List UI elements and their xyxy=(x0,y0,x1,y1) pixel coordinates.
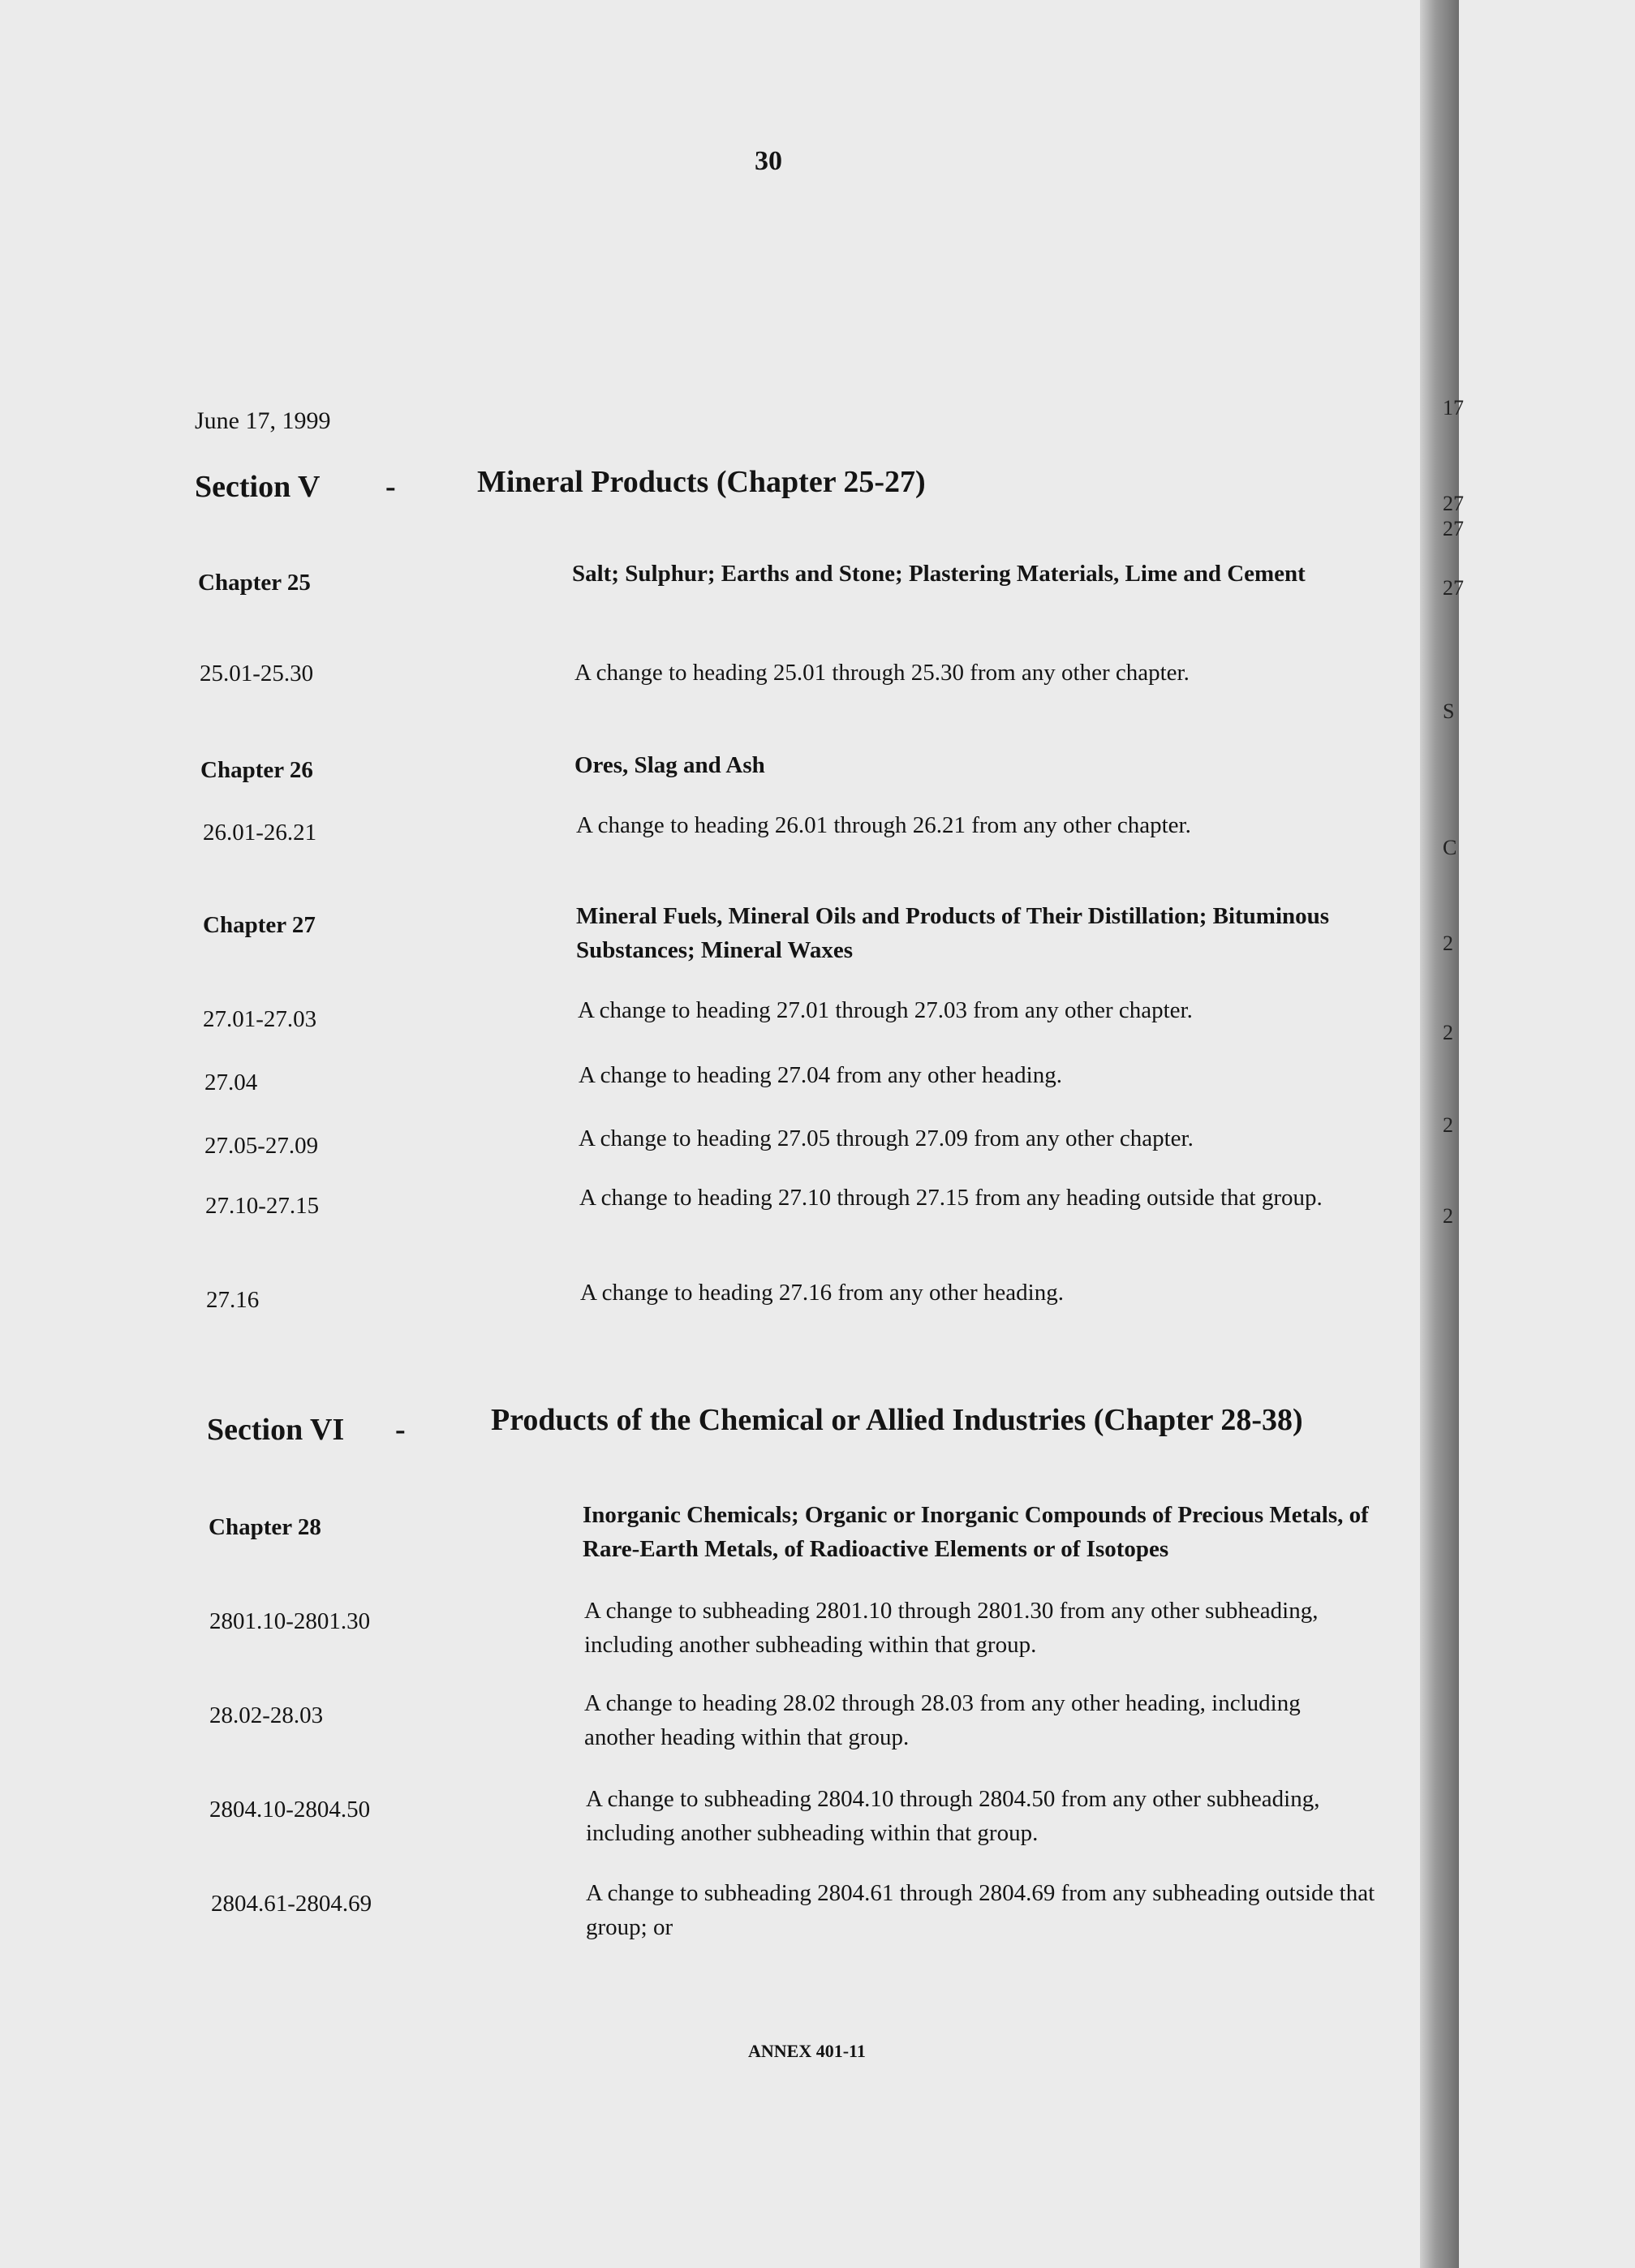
document-date: June 17, 1999 xyxy=(195,407,331,434)
edge-fragment: 27 xyxy=(1443,517,1464,540)
chapter-title: Ores, Slag and Ash xyxy=(574,752,765,778)
rule-of-origin: A change to heading 25.01 through 25.30 from any other chapter. xyxy=(574,660,1190,686)
edge-fragment: 2 xyxy=(1443,932,1453,955)
rule-of-origin: A change to heading 27.05 through 27.09 from any other chapter. xyxy=(579,1125,1194,1151)
edge-fragment: S xyxy=(1443,699,1455,723)
rule-of-origin: A change to heading 26.01 through 26.21 from any other chapter. xyxy=(576,812,1191,838)
rule-of-origin: A change to heading 28.02 through 28.03 from any other heading, including another heading within that group. xyxy=(584,1690,1301,1750)
rule-of-origin: A change to heading 27.10 through 27.15 from any heading outside that group. xyxy=(579,1185,1323,1211)
page-number: 30 xyxy=(755,146,782,176)
subheading-range: 2801.10-2801.30 xyxy=(209,1608,371,1634)
chapter-code: Chapter 25 xyxy=(198,570,311,596)
rule-of-origin: A change to subheading 2801.10 through 2801.30 from any other subheading, including another subheading within that group. xyxy=(584,1598,1319,1658)
rule-of-origin: A change to heading 27.16 from any other heading. xyxy=(580,1280,1064,1306)
edge-fragment: 2 xyxy=(1443,1021,1453,1044)
heading-range: 27.04 xyxy=(204,1069,258,1095)
section-vi-dash: - xyxy=(395,1413,406,1447)
heading-range: 26.01-26.21 xyxy=(203,820,317,846)
chapter-code: Chapter 26 xyxy=(200,757,313,783)
subheading-range: 2804.10-2804.50 xyxy=(209,1797,371,1823)
edge-fragment: 17 xyxy=(1443,396,1464,420)
section-vi-title: Products of the Chemical or Allied Industries (Chapter 28-38) xyxy=(491,1403,1303,1437)
edge-fragment: 2 xyxy=(1443,1113,1453,1137)
section-v-code: Section V xyxy=(195,470,321,504)
chapter-title: Inorganic Chemicals; Organic or Inorganic Compounds of Precious Metals, of Rare-Earth Metals, of Radioactive Elements or of Isotopes xyxy=(583,1502,1369,1562)
section-v-title: Mineral Products (Chapter 25-27) xyxy=(477,465,926,499)
annex-footer: ANNEX 401-11 xyxy=(748,2041,866,2061)
chapter-code: Chapter 27 xyxy=(203,912,316,938)
rule-of-origin: A change to heading 27.01 through 27.03 from any other chapter. xyxy=(578,997,1193,1023)
heading-range: 27.01-27.03 xyxy=(203,1006,317,1032)
section-vi-code: Section VI xyxy=(207,1413,345,1447)
heading-range: 27.10-27.15 xyxy=(205,1193,320,1219)
chapter-title: Mineral Fuels, Mineral Oils and Products of Their Distillation; Bituminous Substances; Mineral Waxes xyxy=(576,903,1330,963)
section-v-dash: - xyxy=(385,470,396,504)
edge-fragment: 2 xyxy=(1443,1204,1453,1228)
subheading-range: 2804.61-2804.69 xyxy=(211,1891,372,1917)
rule-of-origin: A change to heading 27.04 from any other heading. xyxy=(579,1062,1062,1088)
heading-range: 28.02-28.03 xyxy=(209,1702,324,1728)
edge-fragment: 27 xyxy=(1443,492,1464,515)
heading-range: 25.01-25.30 xyxy=(200,661,314,686)
chapter-code: Chapter 28 xyxy=(209,1514,321,1540)
heading-range: 27.05-27.09 xyxy=(204,1133,319,1159)
heading-range: 27.16 xyxy=(206,1287,260,1313)
rule-of-origin: A change to subheading 2804.10 through 2804.50 from any other subheading, including another subheading within that group. xyxy=(586,1786,1320,1846)
edge-fragment: 27 xyxy=(1443,576,1464,600)
chapter-title: Salt; Sulphur; Earths and Stone; Plastering Materials, Lime and Cement xyxy=(572,561,1306,587)
edge-fragment: C xyxy=(1443,836,1457,859)
rule-of-origin: A change to subheading 2804.61 through 2804.69 from any subheading outside that group; or xyxy=(586,1880,1375,1940)
